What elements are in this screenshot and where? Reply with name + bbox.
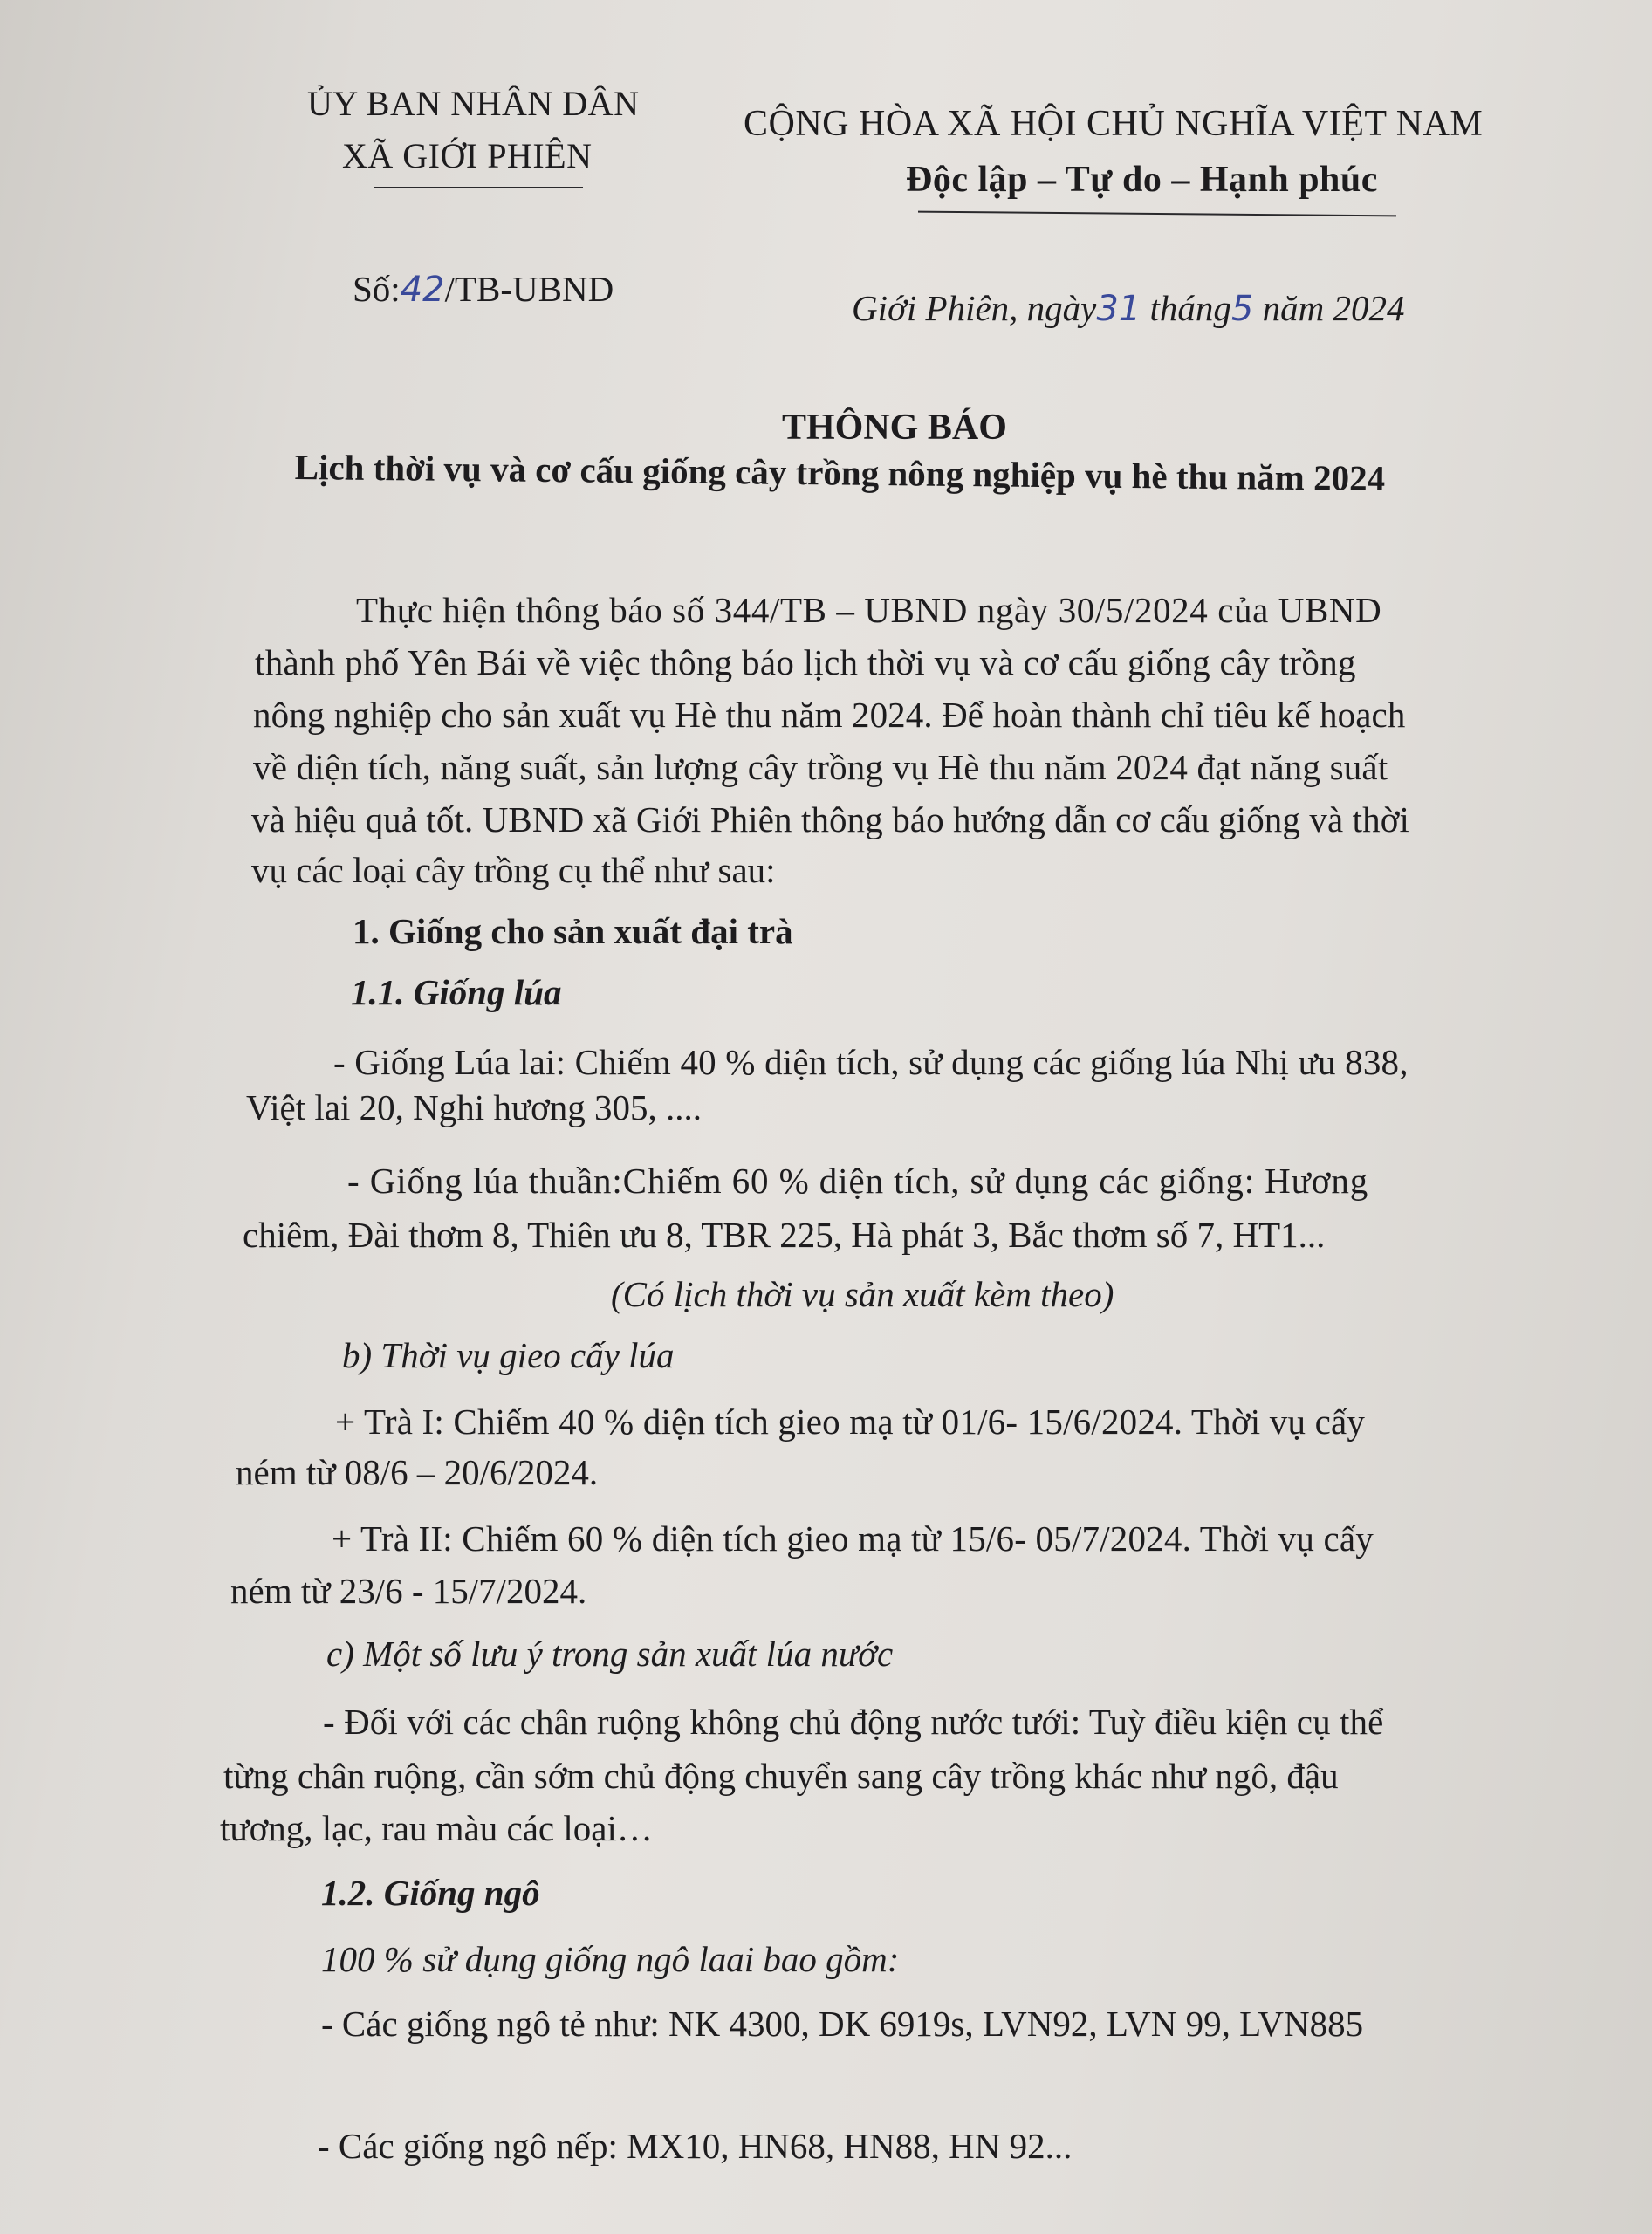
org-name-line1: ỦY BAN NHÂN DÂN (307, 84, 640, 123)
ngo-te-list: - Các giống ngô tẻ như: NK 4300, DK 6919s, LVN92, LVN 99, LVN885 (321, 2004, 1364, 2044)
lua-thuan-line-1: - Giống lúa thuần:Chiếm 60 % diện tích, sử dụng các giống: Hương (347, 1161, 1369, 1201)
attachment-note: (Có lịch thời vụ sản xuất kèm theo) (611, 1274, 1114, 1314)
tra-1-line-1: + Trà I: Chiếm 40 % diện tích gieo mạ từ 01/6- 15/6/2024. Thời vụ cấy (335, 1401, 1366, 1442)
lua-thuan-line-2: chiêm, Đài thơm 8, Thiên ưu 8, TBR 225, Hà phát 3, Bắc thơm số 7, HT1... (243, 1215, 1326, 1255)
lua-lai-line-1: - Giống Lúa lai: Chiếm 40 % diện tích, sử dụng các giống lúa Nhị ưu 838, (333, 1042, 1409, 1082)
nation-title: CỘNG HÒA XÃ HỘI CHỦ NGHĨA VIỆT NAM (744, 104, 1484, 144)
section-c-heading: c) Một số lưu ý trong sản xuất lúa nước (326, 1634, 894, 1674)
intro-line-2: thành phố Yên Bái về việc thông báo lịch thời vụ và cơ cấu giống cây trồng (255, 642, 1356, 682)
document-date: Giới Phiên, ngày31 tháng5 năm 2024 (852, 288, 1405, 329)
handwritten-number: 42 (400, 270, 445, 310)
section-b-heading: b) Thời vụ gieo cấy lúa (342, 1335, 675, 1375)
section-1-1-heading: 1.1. Giống lúa (351, 972, 562, 1012)
org-underline (374, 187, 583, 188)
section-1-heading: 1. Giống cho sản xuất đại trà (353, 911, 793, 951)
handwritten-month: 5 (1230, 289, 1254, 329)
lua-lai-line-2: Việt lai 20, Nghi hương 305, .... (246, 1087, 703, 1127)
ngo-intro: 100 % sử dụng giống ngô laai bao gồm: (321, 1939, 900, 1979)
org-name-line2: XÃ GIỚI PHIÊN (342, 136, 593, 175)
luu-y-line-1: - Đối với các chân ruộng không chủ động nước tưới: Tuỳ điều kiện cụ thể (323, 1702, 1384, 1742)
motto-underline (918, 211, 1396, 217)
intro-line-3: nông nghiệp cho sản xuất vụ Hè thu năm 2024. Để hoàn thành chỉ tiêu kế hoạch (253, 695, 1406, 735)
section-1-2-heading: 1.2. Giống ngô (321, 1873, 540, 1913)
document-title: THÔNG BÁO (782, 408, 1007, 448)
luu-y-line-3: tương, lạc, rau màu các loại… (220, 1808, 653, 1848)
tra-2-line-2: ném từ 23/6 - 15/7/2024. (230, 1571, 587, 1611)
nation-motto: Độc lập – Tự do – Hạnh phúc (906, 160, 1378, 200)
document-subtitle: Lịch thời vụ và cơ cấu giống cây trồng nông nghiệp vụ hè thu năm 2024 (294, 447, 1386, 499)
ngo-nep-list: - Các giống ngô nếp: MX10, HN68, HN88, HN 92... (318, 2126, 1073, 2166)
document-number: Số:42/TB-UBND (353, 269, 614, 310)
handwritten-day: 31 (1096, 289, 1141, 329)
tra-2-line-1: + Trà II: Chiếm 60 % diện tích gieo mạ từ 15/6- 05/7/2024. Thời vụ cấy (332, 1518, 1374, 1559)
luu-y-line-2: từng chân ruộng, cần sớm chủ động chuyển sang cây trồng khác như ngô, đậu (223, 1756, 1339, 1796)
tra-1-line-2: ném từ 08/6 – 20/6/2024. (236, 1452, 599, 1492)
intro-line-6: vụ các loại cây trồng cụ thể như sau: (251, 850, 776, 890)
intro-line-5: và hiệu quả tốt. UBND xã Giới Phiên thông báo hướng dẫn cơ cấu giống và thời (251, 799, 1409, 839)
intro-line-1: Thực hiện thông báo số 344/TB – UBND ngày 30/5/2024 của UBND (356, 590, 1382, 630)
intro-line-4: về diện tích, năng suất, sản lượng cây trồng vụ Hè thu năm 2024 đạt năng suất (253, 747, 1388, 787)
